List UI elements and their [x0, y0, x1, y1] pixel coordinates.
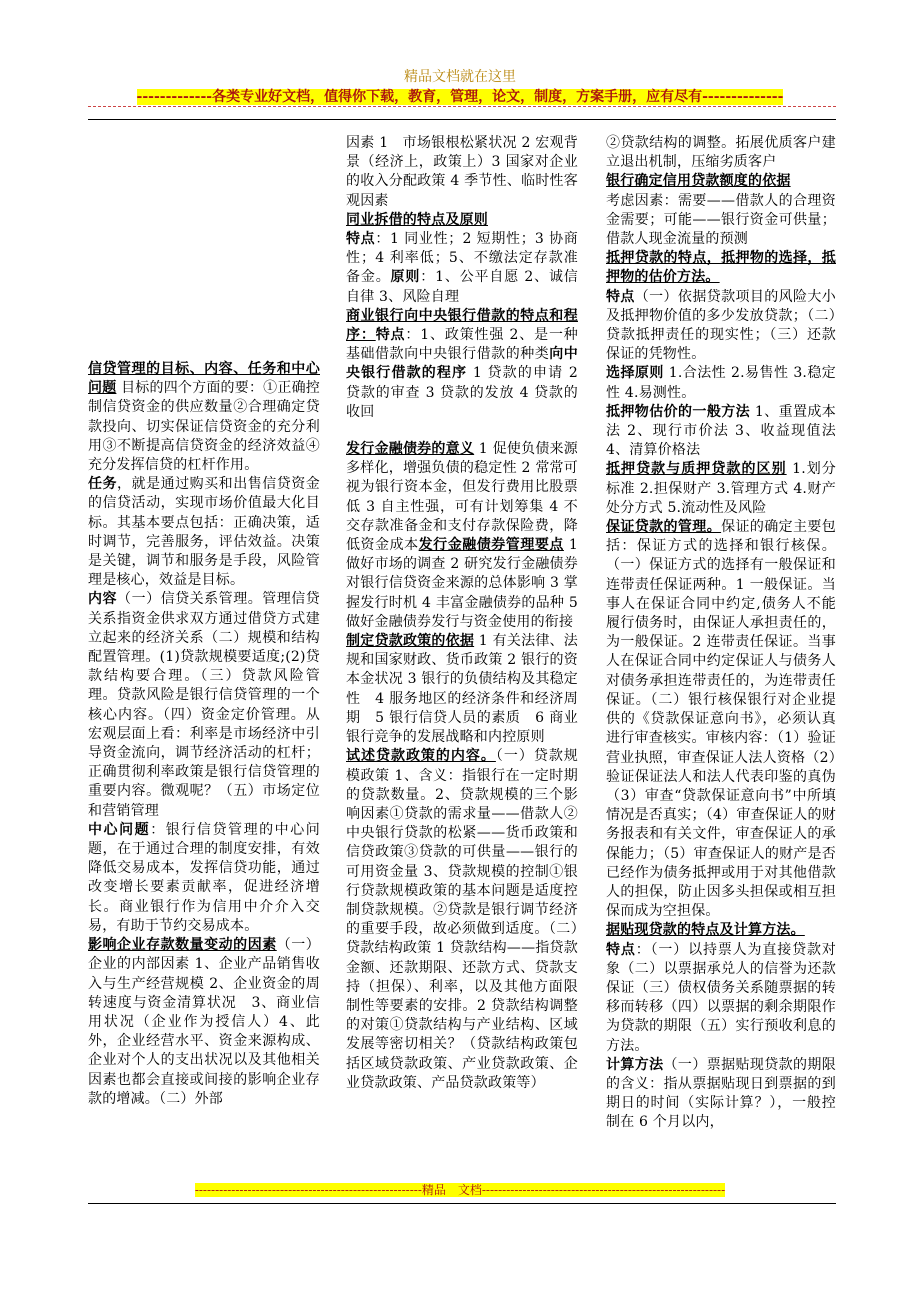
section-heading: 保证贷款的管理。	[606, 519, 722, 536]
paragraph-text: ②贷款结构的调整。拓展优质客户建立退出机制，压缩劣质客户	[606, 135, 836, 171]
section-heading: 发行金融债券管理要点	[418, 537, 564, 554]
footer-text: --------------------------------------------------------精品 文档------------------------------------------------------------	[194, 1183, 726, 1197]
paragraph	[606, 518, 836, 921]
paragraph	[606, 364, 836, 402]
paragraph	[606, 172, 836, 191]
section-heading: 制定贷款政策的依据	[346, 633, 475, 650]
paragraph-text: （一）贷款规模政策 1、含义：指银行在一定时期的贷款数量。2、贷款规模的三个影响因素①贷款的需求量——借款人②中央银行贷款的松紧——货币政策和信贷政策③贷款的可供量——银行的可用资金量 3、贷款规模的控制①银行贷款规模政策的基本问题是适度控制贷款规模。②贷款是银行调节经济的重要手段，故必须做到适度。（二）贷款结构政策 1 贷款结构——指贷款金额、还款期限、还款方式、贷款支持（担保）、利率，以及其他方面限制性等要素的安排。2 贷款结构调整的对策①贷款结构与产业结构、区域发展等密切相关？（贷款结构政策包括区域贷款政策、产业贷款政策、企业贷款政策、产品贷款政策等）	[346, 748, 578, 1091]
paragraph	[88, 936, 320, 1109]
paragraph-text: 目标的四个方面的要：①正确控制信贷资金的供应数量②合理确定贷款投向、切实保证信贷资金的充分利用③不断提高信贷资金的经济效益④充分发挥信贷的杠杆作用。	[88, 380, 320, 474]
paragraph	[606, 921, 836, 940]
section-heading: 发行金融债券的意义	[346, 441, 475, 458]
paragraph	[606, 134, 836, 172]
keyword: 选择原则	[606, 365, 664, 382]
section-heading: 据贴现贷款的特点及计算方法。	[606, 922, 805, 939]
paragraph-text: ：1、公平自愿 2、诚信自律 3、风险自理	[346, 269, 578, 305]
paragraph-text: （一）信贷关系管理。管理信贷关系指资金供求双方通过借贷方式建立起来的经济关系（二）规模和结构配置管理。(1)贷款规模要适度;(2)贷款结构要合理。（三）贷款风险管理。贷款风险是银行信贷管理的一个核心内容。（四）资金定价管理。从宏观层面上看：利率是市场经济中引导资金流向，调节经济活动的杠杆；正确贯彻利率政策是银行信贷管理的重要内容。微观呢？（五）市场定位和营销管理	[88, 591, 320, 819]
section-heading: 抵押贷款与质押贷款的区别	[606, 461, 787, 478]
column-middle	[346, 134, 578, 1176]
paragraph	[606, 941, 836, 1056]
paragraph	[606, 192, 836, 250]
paragraph-text: 1.划分标准 2.担保财产 3.管理方式 4.财产处分方式 5.流动性及风险	[606, 461, 836, 516]
paragraph	[346, 747, 578, 1093]
paragraph	[606, 249, 836, 287]
section-heading: 抵押贷款的特点，抵押物的选择，抵押物的估价方法。	[606, 250, 836, 286]
paragraph-text: 1.合法性 2.易售性 3.稳定性 4.易测性。	[606, 365, 836, 401]
paragraph	[346, 440, 578, 632]
keyword: 特点	[606, 288, 635, 305]
keyword: 计算方法	[606, 1056, 664, 1073]
paragraph-text: ：1、政策性强 2、是一种基础借款向中央银行借款的种类	[346, 327, 578, 363]
paragraph	[346, 230, 578, 307]
keyword: 内容	[88, 591, 118, 608]
paragraph-text: （一）票据贴现贷款的期限的含义：指从票据贴现日到票据的到期日的时间（实际计算？），一般控制在 6 个月以内，	[606, 1056, 836, 1131]
paragraph-text: （一）依据贷款项目的风险大小及抵押物价值的多少发放贷款；（二）贷款抵押责任的现实性；（三）还款保证的凭物性。	[606, 288, 836, 363]
paragraph	[88, 475, 320, 590]
spacer	[346, 422, 578, 440]
paragraph	[88, 590, 320, 820]
paragraph-text: （一）企业的内部因素 1、企业产品销售收入与生产经营规模 2、企业资金的周转速度与资金清算状况 3、商业信用状况（企业作为授信人）4、此外，企业经营水平、资金来源构成、企业对个人的支出状况以及其他相关因素也都会直接或间接的影响企业存款的增减。（二）外部	[88, 937, 320, 1107]
paragraph	[606, 1056, 836, 1133]
keyword: 任务	[88, 476, 118, 493]
keyword: 抵押物估价的一般方法	[606, 403, 751, 420]
paragraph	[606, 288, 836, 365]
keyword: 特点	[375, 327, 406, 344]
paragraph	[346, 134, 578, 211]
paragraph	[88, 360, 320, 475]
paragraph-text: 考虑因素：需要——借款人的合理资金需要；可能——银行资金可供量；借款人现金流量的预测	[606, 192, 836, 248]
paragraph-text: ，就是通过购买和出售信贷资金的信贷活动，实现市场价值最大化目标。其基本要点包括：正确决策，适时调节，完善服务，评估效益。决策是关键，调节和服务是手段，风险管理是核心，效益是目标。	[88, 476, 320, 589]
section-heading: 试述贷款政策的内容。	[346, 748, 496, 765]
keyword: 原则	[390, 269, 421, 286]
paragraph-text: ：银行信贷管理的中心问题，在于通过合理的制度安排，有效降低交易成本，发挥信贷功能，通过改变增长要素贡献率，促进经济增长。商业银行作为信用中介介入交易，有助于节约交易成本。	[88, 821, 320, 934]
keyword: 特点	[606, 941, 636, 958]
section-heading: 同业拆借的特点及原则	[346, 211, 488, 228]
paragraph-text: 1 做好市场的调查 2 研究发行金融债券对银行信贷资金来源的总体影响 3 掌握发行时机 4 丰富金融债券的品种 5 做好金融债券发行与资金使用的衔接	[346, 537, 578, 630]
section-heading: 影响企业存款数量变动的因素	[88, 937, 277, 954]
column-right	[606, 134, 836, 1176]
paragraph-text: 1 贷款的申请 2 贷款的审查 3 贷款的发放 4 贷款的收回	[346, 365, 578, 420]
section-heading: 商业银行向中央银行借款的特点和程序：	[346, 307, 578, 344]
header-dashed-divider	[88, 106, 836, 117]
paragraph-text: ：（一）以持票人为直接贷款对象（二）以票据承兑人的信誉为还款保证（三）债权债务关系随票据的转移而转移（四）以票据的剩余期限作为贷款的期限（五）实行预收利息的方法。	[606, 941, 836, 1054]
bottom-rule	[88, 1203, 836, 1204]
header-tagline: -------------各类专业好文档，值得你下载，教育，管理，论文，制度，方案手册，应有尽有--------------	[136, 89, 784, 105]
column-left	[88, 360, 320, 1176]
header-title: 精品文档就在这里	[404, 69, 516, 85]
paragraph	[346, 632, 578, 747]
top-rule	[88, 119, 836, 120]
section-heading: 信贷管理的目标、内容、任务和中心问题	[88, 361, 320, 397]
paragraph-text: 1、重置成本法 2、现行市价法 3、收益现值法 4、清算价格法	[606, 403, 836, 459]
paragraph-text: ：1 同业性；2 短期性；3 协商性；4 利率低；5、不缴法定存款准备金。	[346, 231, 578, 286]
paragraph	[346, 307, 578, 422]
section-heading: 银行确定信用贷款额度的依据	[606, 173, 791, 190]
paragraph-text: 1 有关法律、法规和国家财政、货币政策 2 银行的资本金状况 3 银行的负债结构及其稳定性 4 服务地区的经济条件和经济周期 5 银行信贷人员的素质 6 商业银行竞争的发展战略和内控原则	[346, 633, 578, 746]
paragraph	[606, 460, 836, 518]
paragraph-text: 因素 1 市场银根松紧状况 2 宏观背景（经济上，政策上）3 国家对企业的收入分配政策 4 季节性、临时性客观因素	[346, 135, 578, 209]
paragraph	[606, 403, 836, 461]
keyword: 向中央银行借款的程序	[346, 346, 578, 382]
paragraph	[346, 211, 578, 230]
keyword: 特点	[346, 231, 376, 248]
paragraph	[88, 821, 320, 936]
keyword: 中心问题	[88, 821, 151, 838]
paragraph-text: 1 促使负债来源多样化，增强负债的稳定性 2 常常可视为银行资本金，但发行费用比股票低 3 自主性强，可有计划筹集 4 不交存款准备金和支付存款保险费，降低资金成本	[346, 441, 578, 554]
paragraph-text: 保证的确定主要包括：保证方式的选择和银行核保。（一）保证方式的选择有一般保证和连带责任保证两种。1 一般保证。当事人在保证合同中约定,债务人不能履行债务时，由保证人承担责任的，为一般保证。2 连带责任保证。当事人在保证合同中约定保证人与债务人对债务承担连带责任的，为连带责任保证。（二）银行核保银行对企业提供的《贷款保证意向书》，必须认真进行审查核实。审核内容：（1）验证营业执照，审查保证人法人资格（2）验证保证法人和法人代表印鉴的真伪（3）审查“贷款保证意向书”中所填情况是否真实；（4）审查保证人的财务报表和有关文件，审查保证人的承保能力；（5）审查保证人的财产是否已经作为债务抵押或用于对其他借款人的担保，防止因多头担保或相互担保而成为空担保。	[606, 519, 836, 920]
